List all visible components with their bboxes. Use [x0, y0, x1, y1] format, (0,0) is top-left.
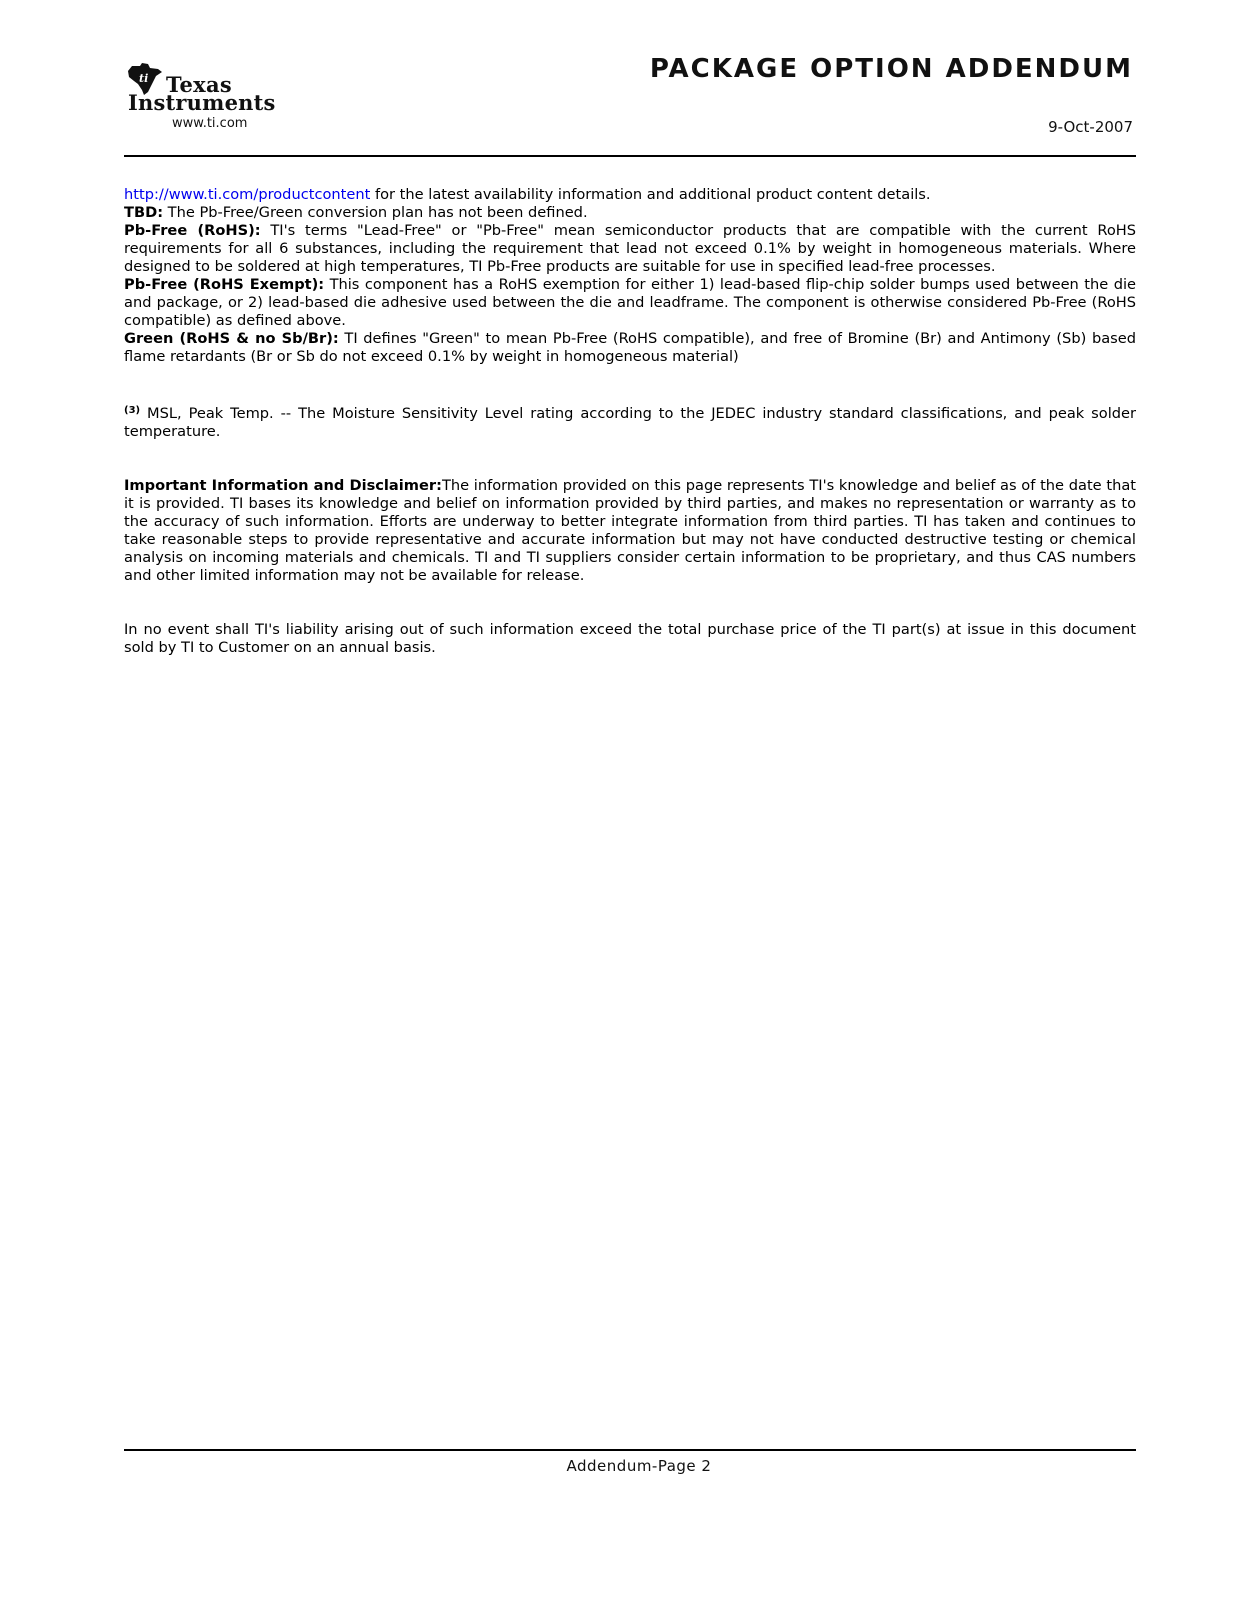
ti-wordmark	[126, 60, 296, 116]
svg-text:ti: ti	[139, 72, 149, 85]
tbd-text: The Pb-Free/Green conversion plan has not been defined.	[163, 204, 588, 221]
msl-note	[124, 402, 1136, 441]
pb-free-label: Pb-Free (RoHS):	[124, 222, 261, 239]
header-divider	[124, 155, 1136, 157]
addendum-notes	[124, 186, 1136, 657]
logo-line-texas: Texas	[166, 72, 233, 97]
msl-text: MSL, Peak Temp. -- The Moisture Sensitivity Level rating according to the JEDEC industry standard classifications, and peak solder temperature.	[124, 405, 1136, 440]
pb-free-exempt-text: This component has a RoHS exemption for either 1) lead-based flip-chip solder bumps used between the die and package, or 2) lead-based die adhesive used between the die and leadframe. The component is otherwise considered Pb-Free (RoHS compatible) as defined above.	[124, 276, 1136, 329]
pb-free-text: TI's terms "Lead-Free" or "Pb-Free" mean semiconductor products that are compatible with the current RoHS requirements for all 6 substances, including the requirement that lead not exceed 0.1% by weight in homogeneous materials. Where designed to be soldered at high temperatures, TI Pb-Free products are suitable for use in specified lead-free processes.	[124, 222, 1136, 275]
disclaimer-text: The information provided on this page represents TI's knowledge and belief as of the date that it is provided. TI bases its knowledge and belief on information provided by third parties, and makes no representation or warranty as to the accuracy of such information. Efforts are underway to better integrate information from third parties. TI has taken and continues to take reasonable steps to provide representative and accurate information but may not have conducted destructive testing or chemical analysis on incoming materials and chemicals. TI and TI suppliers consider certain information to be proprietary, and thus CAS numbers and other limited information may not be available for release.	[124, 477, 1136, 584]
tbd-note	[124, 204, 1136, 222]
pb-free-note	[124, 222, 1136, 276]
website-url[interactable]: www.ti.com	[172, 116, 248, 131]
product-content-note	[124, 186, 1136, 204]
pb-free-exempt-note	[124, 276, 1136, 330]
logo-line-instruments: Instruments	[128, 90, 276, 115]
green-label: Green (RoHS & no Sb/Br):	[124, 330, 339, 347]
footer-divider	[124, 1449, 1136, 1451]
document-date: 9-Oct-2007	[1048, 118, 1133, 136]
tbd-label: TBD:	[124, 204, 164, 221]
disclaimer-label: Important Information and Disclaimer:	[124, 477, 442, 494]
green-text: TI defines "Green" to mean Pb-Free (RoHS compatible), and free of Bromine (Br) and Antimony (Sb) based flame retardants (Br or Sb do not exceed 0.1% by weight in homogeneous material)	[124, 330, 1136, 365]
pb-free-exempt-label: Pb-Free (RoHS Exempt):	[124, 276, 325, 293]
page-title: PACKAGE OPTION ADDENDUM	[649, 54, 1133, 84]
liability-paragraph: In no event shall TI's liability arising out of such information exceed the total purchase price of the TI part(s) at issue in this document sold by TI to Customer on an annual basis.	[124, 621, 1136, 656]
page-number: Addendum-Page 2	[566, 1457, 712, 1475]
disclaimer-paragraph	[124, 477, 1136, 585]
product-content-text: for the latest availability information and additional product content details.	[370, 186, 931, 203]
green-note	[124, 330, 1136, 366]
ti-logo	[126, 60, 296, 116]
footnote-marker: (3)	[124, 405, 141, 416]
product-content-link[interactable]: http://www.ti.com/productcontent	[124, 186, 371, 203]
